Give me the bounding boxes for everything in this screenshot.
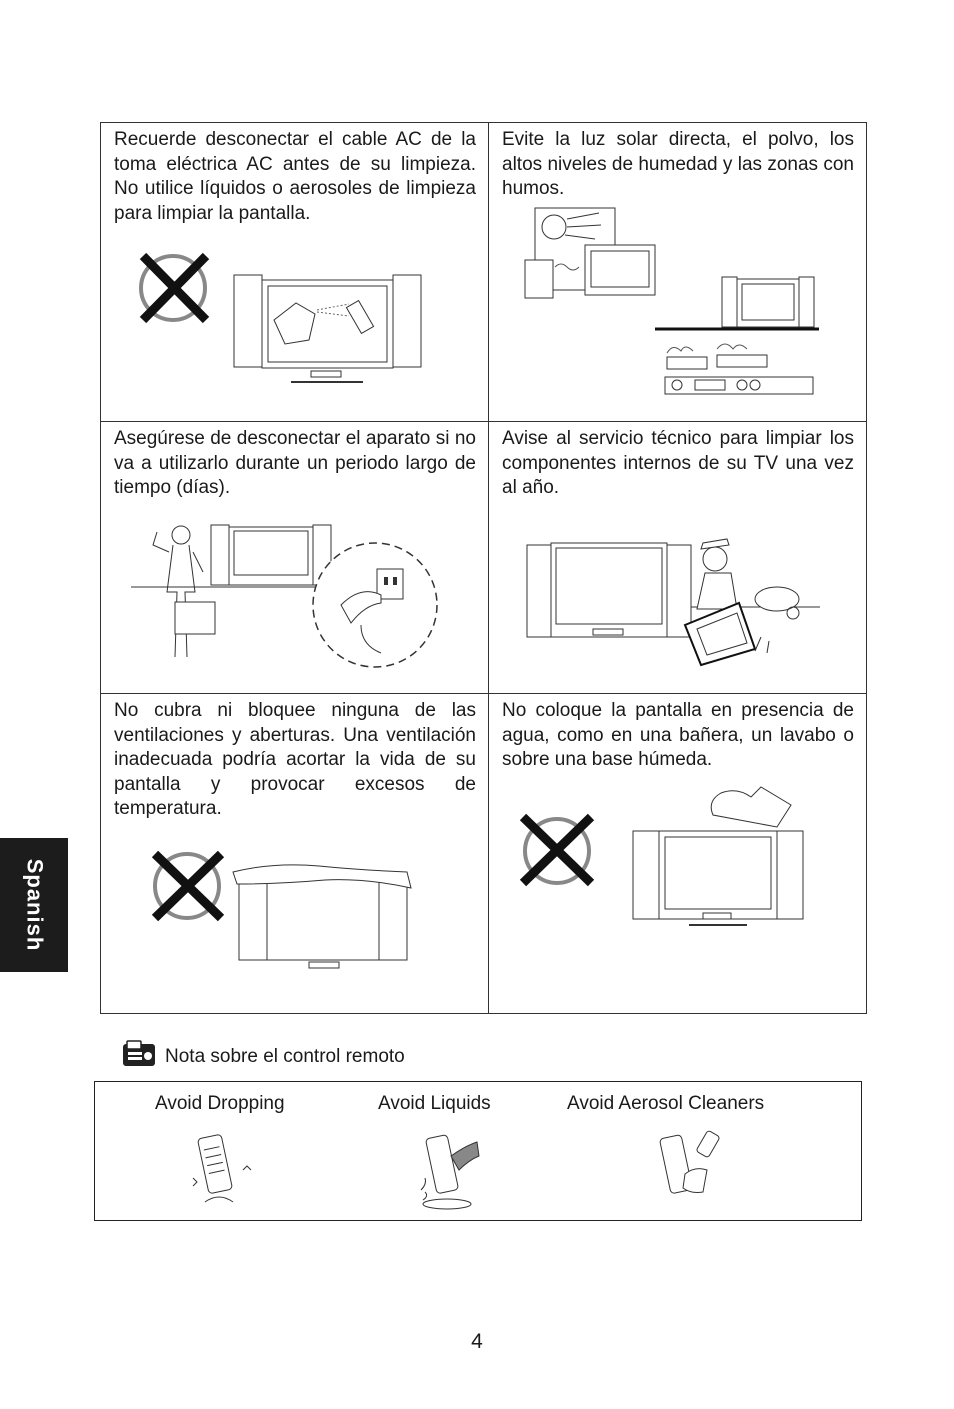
remote-caution-box [94,1081,862,1221]
covered-tv-prohibited-icon [141,844,421,984]
language-tab-label: Spanish [22,858,48,952]
language-tab [0,838,68,972]
sun-humidity-smoke-icon [517,205,847,395]
instruction-cell-unplug [101,422,489,694]
instruction-cell-ventilation [101,694,489,1013]
remote-caution-label: Avoid Aerosol Cleaners [567,1093,765,1114]
remote-liquid-icon [413,1130,483,1212]
instruction-text: Evite la luz solar directa, el polvo, los altos niveles de humedad y las zonas con humos. [502,129,854,199]
safety-instructions-grid [100,122,867,1014]
instruction-text: No cubra ni bloquee ninguna de las ventilaciones y aberturas. Una ventilación inadecuada podría acortar la vida de su pantalla y provocar excesos de temperatura. [114,700,476,819]
remote-drop-icon [185,1130,255,1212]
instruction-text: Asegúrese de desconectar el aparato si no va a utilizarlo durante un periodo largo de tiempo (días). [114,428,476,498]
remote-caution-label: Avoid Liquids [378,1093,491,1114]
remote-note-title: Nota sobre el control remoto [165,1046,405,1067]
instruction-cell-cleaning [101,123,489,422]
tv-cleaning-prohibited-icon [131,248,431,388]
instruction-cell-environment [489,123,866,422]
instruction-text: Avise al servicio técnico para limpiar los componentes internos de su TV una vez al año. [502,428,854,498]
instruction-text: No coloque la pantalla en presencia de agua, como en una bañera, un lavabo o sobre una base húmeda. [502,700,854,770]
water-spill-prohibited-icon [515,779,815,939]
remote-aerosol-icon [655,1130,725,1212]
instruction-cell-service [489,422,866,694]
remote-caution-label: Avoid Dropping [155,1093,285,1114]
note-pad-icon [122,1040,156,1068]
instruction-cell-water [489,694,866,1013]
instruction-text: Recuerde desconectar el cable AC de la toma eléctrica AC antes de su limpieza. No utilice líquidos o aerosoles de limpieza para limpiar la pantalla. [114,129,476,224]
page-number: 4 [471,1330,483,1353]
unplug-traveler-icon [131,517,451,677]
technician-service-icon [525,537,825,687]
